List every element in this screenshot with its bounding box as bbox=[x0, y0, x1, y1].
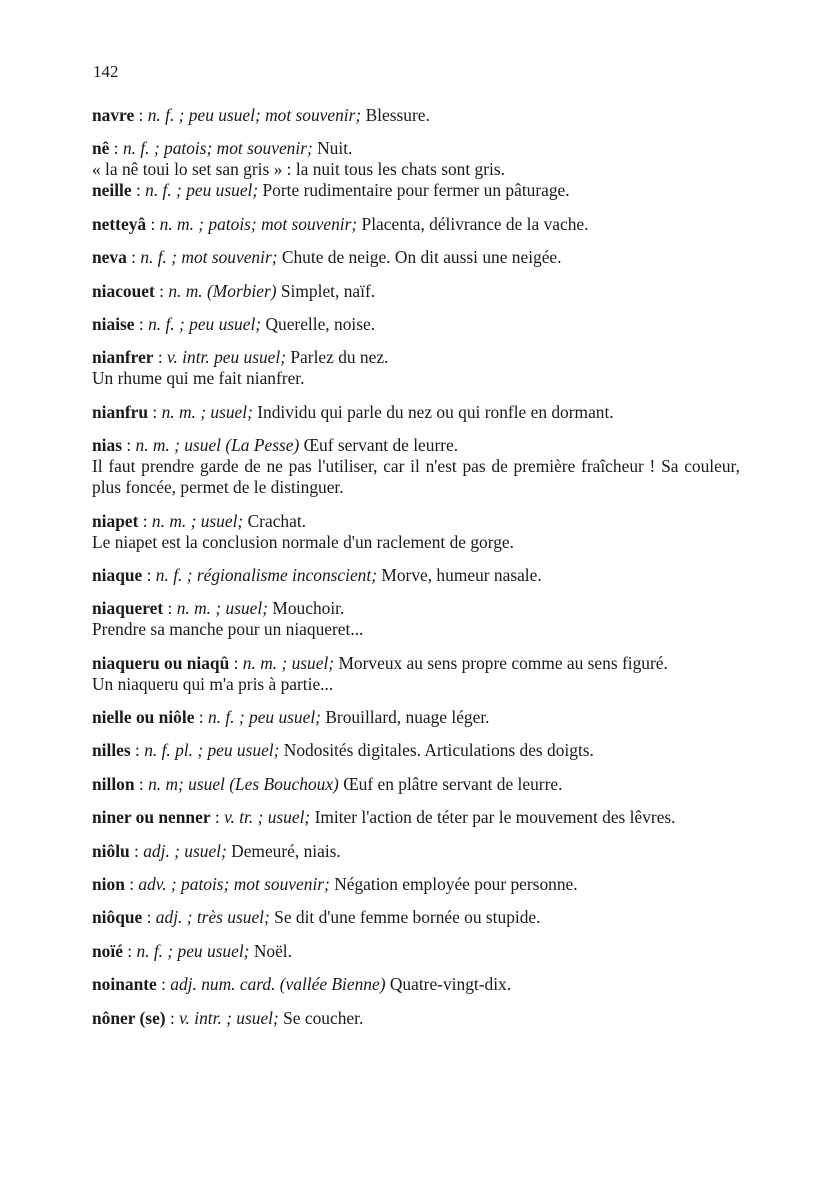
definition: Noël. bbox=[253, 940, 292, 961]
dictionary-entry: nion : adv. ; patois; mot souvenir; Négation employée pour personne. bbox=[92, 874, 578, 895]
headword: noïé bbox=[92, 940, 123, 961]
dictionary-entry: nilles : n. f. pl. ; peu usuel; Nodosités digitales. Articulations des doigts. bbox=[92, 740, 594, 761]
headword: niaqueret bbox=[92, 598, 164, 619]
dictionary-entry: niner ou nenner : v. tr. ; usuel; Imiter l'action de téter par le mouvement des lêvres. bbox=[92, 807, 676, 828]
headword: niacouet bbox=[92, 280, 155, 301]
definition: Nodosités digitales. Articulations des doigts. bbox=[283, 740, 594, 761]
grammar-note: n. f. pl. ; peu usuel; bbox=[144, 740, 280, 761]
grammar-note: n. m. (Morbier) bbox=[168, 280, 277, 301]
grammar-note: adv. ; patois; mot souvenir; bbox=[138, 874, 330, 895]
grammar-note: v. tr. ; usuel; bbox=[224, 807, 311, 828]
dictionary-entry: niaque : n. f. ; régionalisme inconscient; Morve, humeur nasale. bbox=[92, 564, 542, 585]
grammar-note: n. f. ; peu usuel; bbox=[136, 940, 250, 961]
grammar-note: n. f. ; patois; mot souvenir; bbox=[122, 138, 313, 159]
example-text: Un niaqueru qui m'a pris à partie... bbox=[92, 673, 334, 694]
headword: niôque bbox=[92, 907, 143, 928]
dictionary-entry: netteyâ : n. m. ; patois; mot souvenir; Placenta, délivrance de la vache. bbox=[92, 213, 589, 234]
page-number: 142 bbox=[93, 62, 119, 81]
dictionary-entry: nôner (se) : v. intr. ; usuel; Se coucher. bbox=[92, 1007, 364, 1028]
definition: Négation employée pour personne. bbox=[334, 874, 578, 895]
headword: nillon bbox=[92, 773, 135, 794]
headword: niôlu bbox=[92, 840, 130, 861]
headword: nôner (se) bbox=[92, 1007, 166, 1028]
definition: Œuf en plâtre servant de leurre. bbox=[343, 773, 563, 794]
grammar-note: n. f. ; peu usuel; bbox=[148, 313, 262, 334]
example-text: Un rhume qui me fait nianfrer. bbox=[92, 368, 305, 389]
definition: Querelle, noise. bbox=[265, 313, 376, 334]
grammar-note: adj. ; très usuel; bbox=[155, 907, 270, 928]
headword: niapet bbox=[92, 510, 139, 531]
grammar-note: n. f. ; mot souvenir; bbox=[140, 247, 278, 268]
definition: Parlez du nez. bbox=[290, 347, 389, 368]
dictionary-entry: navre : n. f. ; peu usuel; mot souvenir; Blessure. bbox=[92, 105, 430, 125]
dictionary-entry: noïé : n. f. ; peu usuel; Noël. bbox=[92, 940, 292, 961]
headword: nielle ou niôle bbox=[92, 707, 195, 728]
grammar-note: adj. ; usuel; bbox=[143, 840, 227, 861]
definition: Simplet, naïf. bbox=[280, 280, 376, 301]
dictionary-entry: nianfru : n. m. ; usuel; Individu qui parle du nez ou qui ronfle en dormant. bbox=[92, 401, 614, 422]
grammar-note: n. m; usuel (Les Bouchoux) bbox=[148, 773, 339, 794]
headword: nianfru bbox=[92, 401, 149, 422]
dictionary-entry: nê : n. f. ; patois; mot souvenir; Nuit. « la nê toui lo set san gris » : la nuit tous les chats sont gris. bbox=[92, 138, 740, 180]
grammar-note: n. f. ; peu usuel; bbox=[145, 180, 259, 201]
definition: Se coucher. bbox=[283, 1007, 364, 1028]
grammar-note: n. m. ; usuel (La Pesse) bbox=[135, 435, 300, 456]
headword: niner ou nenner bbox=[92, 807, 211, 828]
headword: netteyâ bbox=[92, 213, 147, 234]
definition: Œuf servant de leurre. bbox=[303, 435, 459, 456]
example-text: « la nê toui lo set san gris » : la nuit tous les chats sont gris. bbox=[92, 159, 505, 180]
dictionary-entry: neva : n. f. ; mot souvenir; Chute de neige. On dit aussi une neigée. bbox=[92, 247, 562, 268]
example-text: Prendre sa manche pour un niaqueret... bbox=[92, 619, 364, 640]
grammar-note: n. m. ; patois; mot souvenir; bbox=[159, 213, 358, 234]
dictionary-entry: nias : n. m. ; usuel (La Pesse) Œuf servant de leurre. Il faut prendre garde de ne pas l'utiliser, car il n'est pas de première fraîcheur ! Sa couleur, plus foncée, permet de le distinguer. bbox=[92, 435, 740, 498]
dictionary-entry: nillon : n. m; usuel (Les Bouchoux) Œuf en plâtre servant de leurre. bbox=[92, 773, 563, 794]
definition: Quatre-vingt-dix. bbox=[389, 974, 512, 995]
definition: Nuit. bbox=[317, 138, 353, 159]
grammar-note: v. intr. peu usuel; bbox=[167, 347, 287, 368]
headword: nias bbox=[92, 435, 122, 456]
definition: Mouchoir. bbox=[272, 598, 345, 619]
definition: Individu qui parle du nez ou qui ronfle en dormant. bbox=[257, 401, 614, 422]
definition: Demeuré, niais. bbox=[231, 840, 341, 861]
dictionary-entry: niacouet : n. m. (Morbier) Simplet, naïf. bbox=[92, 280, 376, 301]
grammar-note: n. f. ; peu usuel; bbox=[207, 707, 321, 728]
definition: Placenta, délivrance de la vache. bbox=[361, 213, 589, 234]
headword: neva bbox=[92, 247, 127, 268]
definition: Blessure. bbox=[365, 105, 430, 125]
definition: Brouillard, nuage léger. bbox=[325, 707, 490, 728]
dictionary-entry: niôque : adj. ; très usuel; Se dit d'une femme bornée ou stupide. bbox=[92, 907, 541, 928]
grammar-note: n. m. ; usuel; bbox=[242, 652, 335, 673]
headword: neille bbox=[92, 180, 132, 201]
definition: Imiter l'action de téter par le mouvement des lêvres. bbox=[314, 807, 676, 828]
dictionary-entry: niaqueret : n. m. ; usuel; Mouchoir. Prendre sa manche pour un niaqueret... bbox=[92, 598, 740, 640]
grammar-note: n. m. ; usuel; bbox=[151, 510, 244, 531]
definition: Crachat. bbox=[247, 510, 306, 531]
definition: Porte rudimentaire pour fermer un pâturage. bbox=[262, 180, 570, 201]
grammar-note: adj. num. card. (vallée Bienne) bbox=[170, 974, 386, 995]
example-text: Le niapet est la conclusion normale d'un raclement de gorge. bbox=[92, 531, 514, 552]
grammar-note: n. f. ; peu usuel; mot souvenir; bbox=[147, 105, 362, 125]
definition: Chute de neige. On dit aussi une neigée. bbox=[281, 247, 562, 268]
grammar-note: n. m. ; usuel; bbox=[176, 598, 269, 619]
headword: noinante bbox=[92, 974, 157, 995]
dictionary-entry: niaqueru ou niaqû : n. m. ; usuel; Morveux au sens propre comme au sens figuré. Un niaqueru qui m'a pris à partie... bbox=[92, 653, 740, 695]
dictionary-entry: noinante : adj. num. card. (vallée Bienne) Quatre-vingt-dix. bbox=[92, 974, 512, 995]
dictionary-entry: niapet : n. m. ; usuel; Crachat. Le niapet est la conclusion normale d'un raclement de gorge. bbox=[92, 511, 740, 553]
definition: Morve, humeur nasale. bbox=[381, 564, 542, 585]
headword: niaise bbox=[92, 313, 135, 334]
headword: nê bbox=[92, 138, 110, 159]
headword: nion bbox=[92, 874, 125, 895]
definition: Se dit d'une femme bornée ou stupide. bbox=[274, 907, 541, 928]
headword: niaqueru ou niaqû bbox=[92, 652, 230, 673]
definition: Morveux au sens propre comme au sens figuré. bbox=[338, 652, 668, 673]
grammar-note: v. intr. ; usuel; bbox=[179, 1007, 279, 1028]
grammar-note: n. f. ; régionalisme inconscient; bbox=[155, 564, 378, 585]
dictionary-entry: nielle ou niôle : n. f. ; peu usuel; Brouillard, nuage léger. bbox=[92, 707, 490, 728]
dictionary-entry: niaise : n. f. ; peu usuel; Querelle, noise. bbox=[92, 313, 376, 334]
dictionary-entry: nianfrer : v. intr. peu usuel; Parlez du nez. Un rhume qui me fait nianfrer. bbox=[92, 347, 740, 389]
headword: nilles bbox=[92, 740, 131, 761]
example-text: Il faut prendre garde de ne pas l'utiliser, car il n'est pas de première fraîcheur ! Sa couleur, plus foncée, permet de le distinguer. bbox=[92, 456, 740, 498]
headword: nianfrer bbox=[92, 347, 154, 368]
dictionary-entry: neille : n. f. ; peu usuel; Porte rudimentaire pour fermer un pâturage. bbox=[92, 180, 570, 201]
headword: navre bbox=[92, 105, 135, 125]
dictionary-entries bbox=[92, 105, 740, 1041]
dictionary-entry: niôlu : adj. ; usuel; Demeuré, niais. bbox=[92, 840, 341, 861]
headword: niaque bbox=[92, 564, 143, 585]
grammar-note: n. m. ; usuel; bbox=[161, 401, 253, 422]
